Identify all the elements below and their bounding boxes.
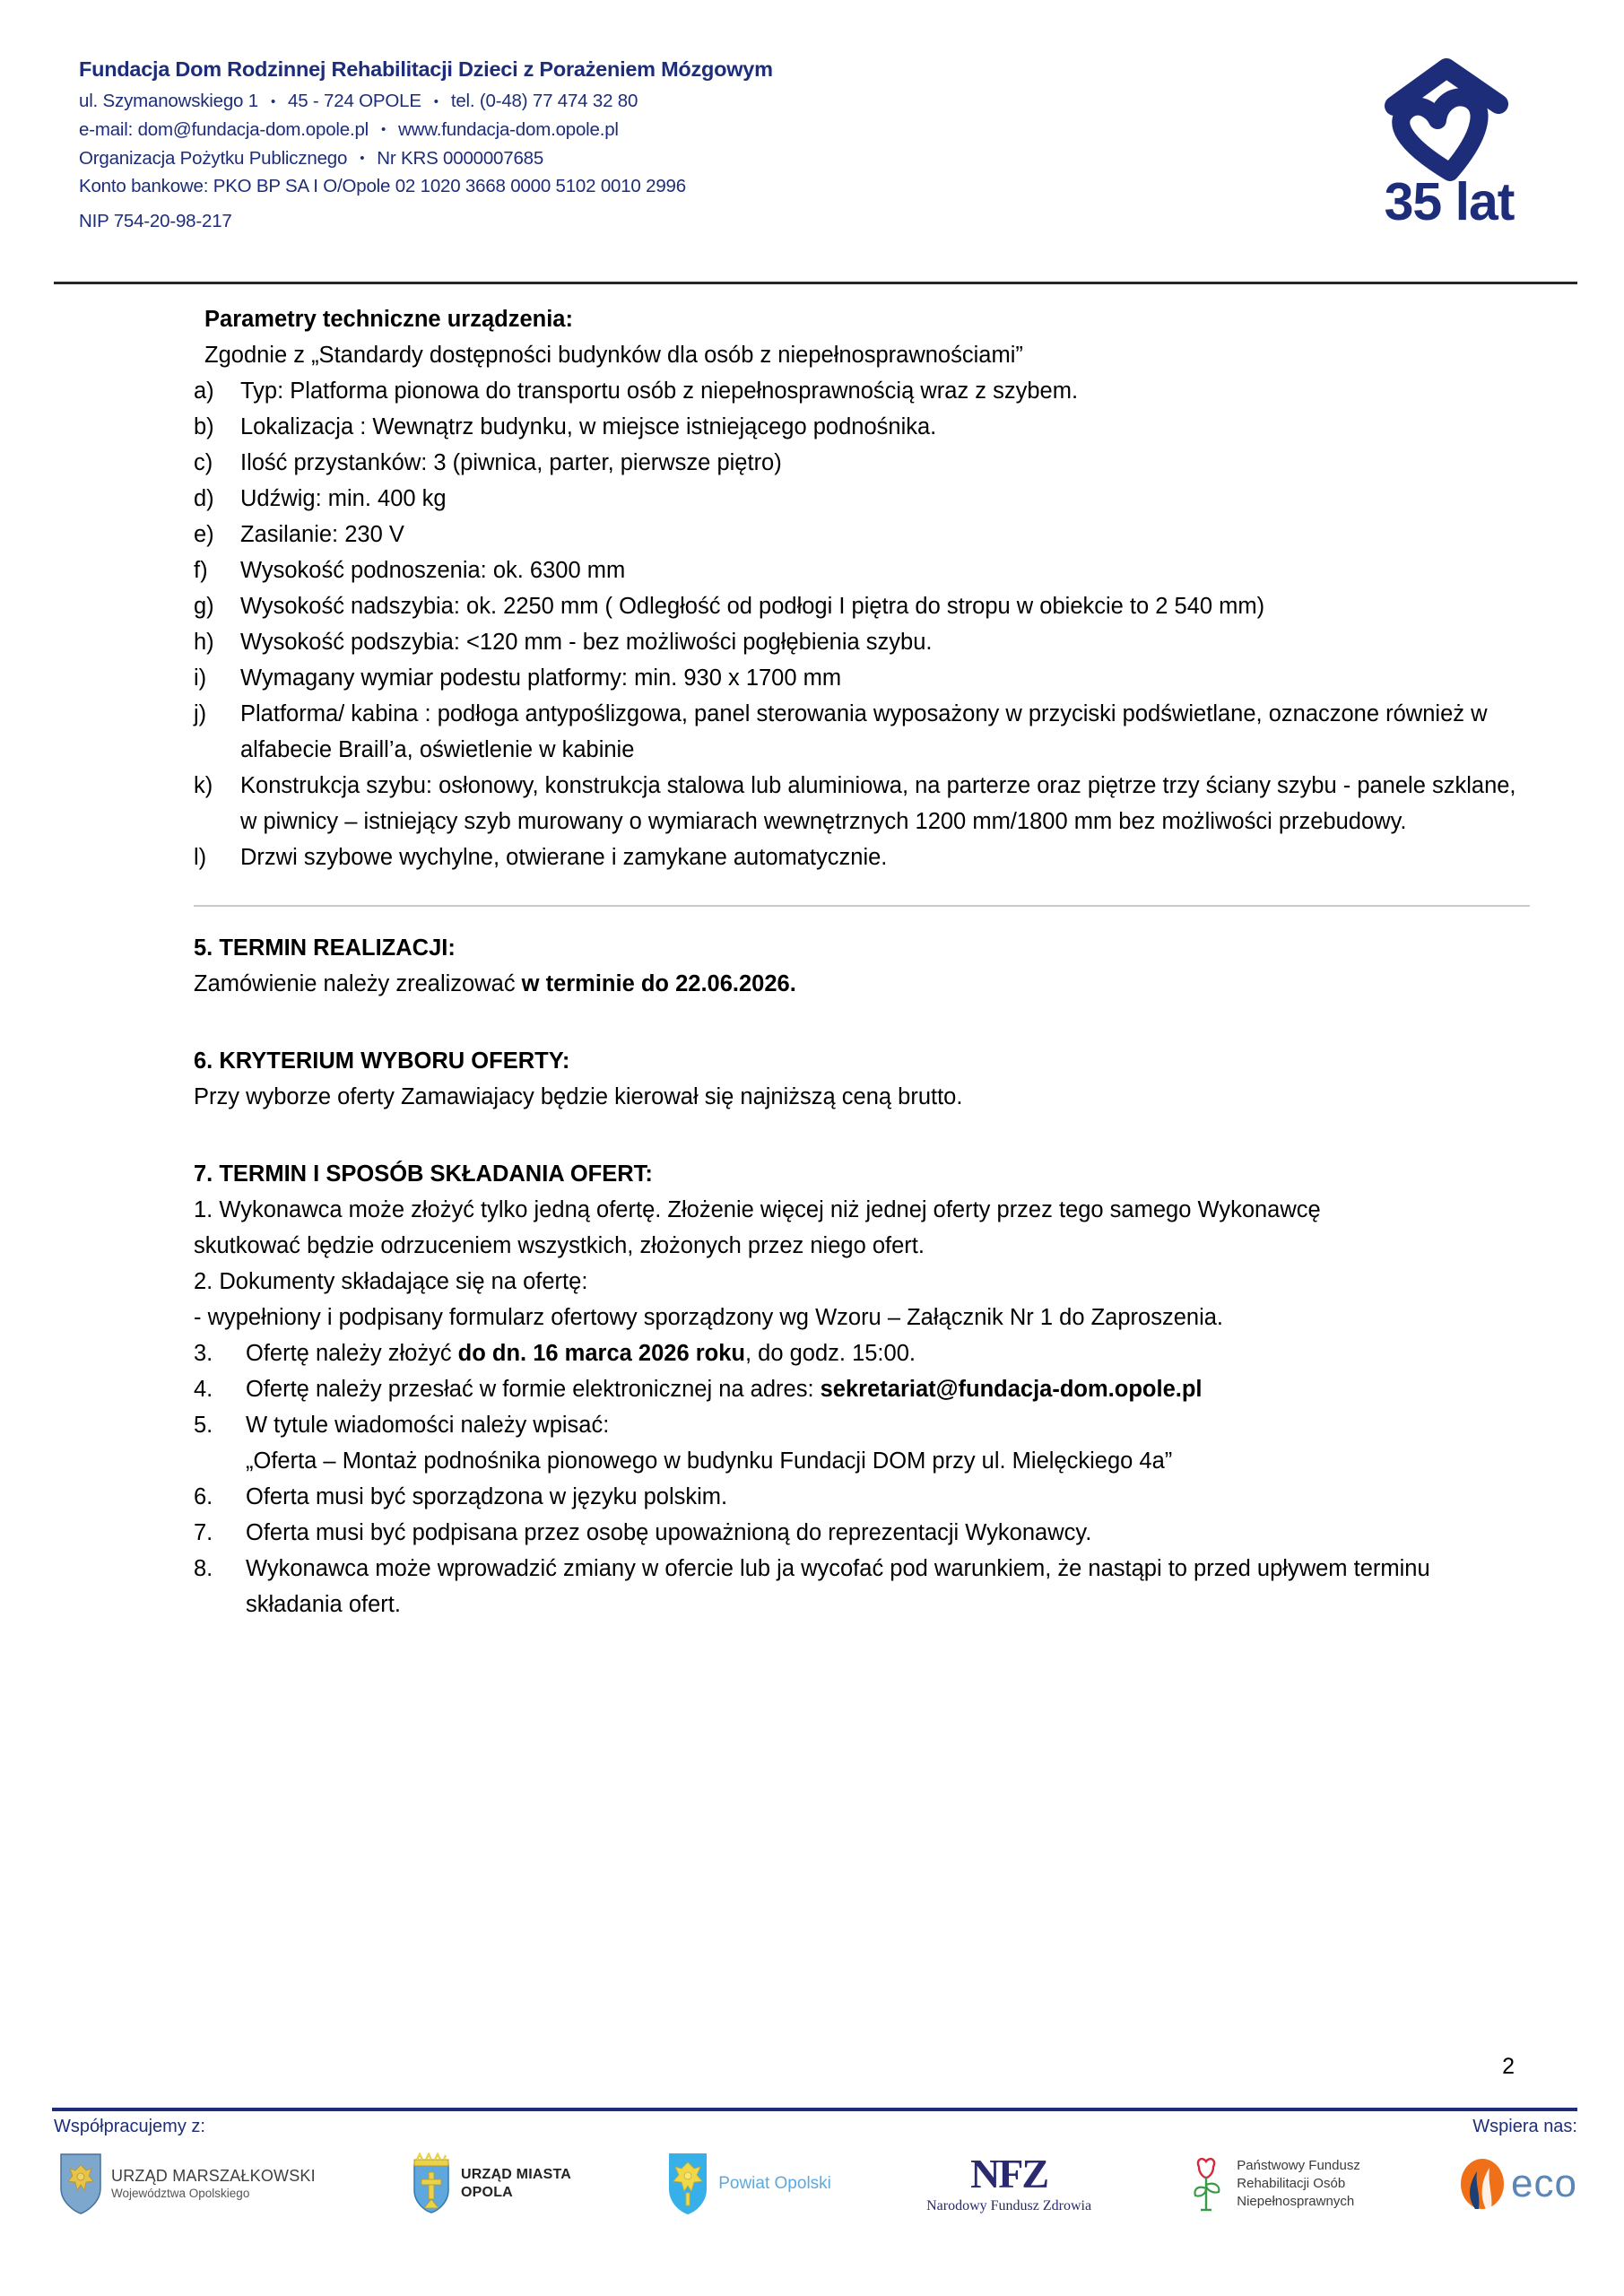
opole-voivodeship-crest-icon: [59, 2152, 102, 2215]
list-marker: e): [194, 522, 214, 548]
list-marker: j): [194, 701, 207, 727]
pfron-tulip-icon: [1186, 2154, 1228, 2213]
list-item-text: Wymagany wymiar podestu platformy: min. 930 x 1700 mm: [240, 665, 842, 691]
section5-body: [194, 966, 1431, 1002]
section7-item2-dash: - wypełniony i podpisany formularz ofertowy sporządzony wg Wzoru – Załącznik Nr 1 do Zaproszenia.: [194, 1304, 1223, 1330]
bullet-separator-icon: •: [360, 151, 365, 167]
list-item: [194, 373, 1534, 409]
public-benefit-status: Organizacja Pożytku Publicznego: [79, 147, 348, 169]
list-item-text: Oferta musi być podpisana przez osobę upoważnioną do reprezentacji Wykonawcy.: [246, 1519, 1092, 1545]
page-header: [0, 0, 1624, 278]
partner-name-line1: URZĄD MIASTA: [461, 2167, 572, 2182]
partner-name-line2: OPOLA: [461, 2185, 513, 2200]
nfz-logo-icon: NFZ: [970, 2151, 1048, 2196]
list-item: [194, 552, 1534, 588]
list-item-text: Oferta musi być sporządzona w języku polskim.: [246, 1483, 728, 1509]
postal-city: 45 - 724 OPOLE: [288, 91, 421, 112]
list-marker: 4.: [194, 1376, 213, 1402]
list-item-text: Udźwig: min. 400 kg: [240, 486, 447, 512]
list-item: [194, 1515, 1431, 1551]
bank-account: Konto bankowe: PKO BP SA I O/Opole 02 1020 3668 0000 5102 0010 2996: [79, 176, 686, 197]
section6-body: Przy wyborze oferty Zamawiajacy będzie kierował się najniższą ceną brutto.: [194, 1083, 963, 1109]
list-item-text: Zasilanie: 230 V: [240, 522, 404, 548]
partner-name-line2: Narodowy Fundusz Zdrowia: [926, 2198, 1092, 2213]
partner-name-line3: Niepełnosprawnych: [1237, 2194, 1355, 2210]
list-marker: 8.: [194, 1555, 213, 1581]
section5-body-plain: Zamówienie należy zrealizować: [194, 970, 522, 996]
section6-heading: 6. KRYTERIUM WYBORU OFERTY:: [194, 1048, 570, 1074]
list-item-text: Platforma/ kabina : podłoga antypoślizgowa, panel sterowania wyposażony w przyciski podświetlane, oznaczone również w alfabecie Braill’a, oświetlenie w kabinie: [240, 701, 1488, 763]
website-url: www.fundacja-dom.opole.pl: [398, 118, 619, 140]
page-number: 2: [1502, 2054, 1515, 2079]
terms-sections: [0, 907, 1624, 1623]
partner-logo-city-office: [411, 2152, 571, 2215]
list-marker: f): [194, 558, 208, 584]
list-marker: l): [194, 845, 207, 871]
section7-item1: 1. Wykonawca może złożyć tylko jedną ofertę. Złożenie więcej niż jednej oferty przez tego samego Wykonawcę skutkować będzie odrzuceniem wszystkich, złożonych przez niego ofert.: [194, 1196, 1321, 1258]
list-item-text: [246, 1335, 1431, 1371]
partner-logo-text: [718, 2173, 831, 2195]
krs-number: Nr KRS 0000007685: [377, 147, 544, 169]
list-item: [194, 1551, 1431, 1622]
document-body: [0, 278, 1624, 876]
header-opp-line: [79, 145, 773, 172]
specs-title: Parametry techniczne urządzenia:: [204, 307, 573, 332]
list-item: [194, 839, 1534, 875]
list-item: [194, 1407, 1431, 1479]
opole-county-crest-icon: [666, 2152, 709, 2216]
list-item-text: [246, 1371, 1431, 1407]
specs-list: [194, 373, 1534, 875]
page-footer: [0, 2117, 1624, 2216]
list-marker: h): [194, 630, 214, 656]
list-item: [194, 445, 1534, 481]
specs-standard-note: Zgodnie z „Standardy dostępności budynków dla osób z niepełnosprawnościami”: [204, 343, 1023, 369]
section7-numbered-list: [194, 1335, 1431, 1622]
list-item: [194, 1371, 1431, 1407]
partner-name-line1: Powiat Opolski: [718, 2174, 831, 2194]
header-divider: [54, 282, 1577, 284]
list-marker: k): [194, 773, 213, 799]
header-address-line: [79, 88, 773, 115]
partner-logo-opole-county: [666, 2152, 831, 2216]
opole-city-crest-icon: [411, 2152, 452, 2215]
partner-logo-text: [461, 2166, 571, 2202]
partner-logo-text: [111, 2166, 316, 2201]
list-marker: 7.: [194, 1519, 213, 1545]
list-item: [194, 660, 1534, 696]
list-item: [194, 481, 1534, 517]
list-item: [194, 768, 1534, 839]
organization-contact-block: [79, 47, 773, 237]
list-item-text: Lokalizacja : Wewnątrz budynku, w miejsce istniejącego podnośnika.: [240, 414, 937, 440]
spacer: [194, 907, 1431, 930]
bullet-separator-icon: •: [381, 122, 386, 138]
foundation-logo-block: [1333, 47, 1575, 229]
list-marker: a): [194, 378, 214, 404]
text-pre: Ofertę należy złożyć: [246, 1340, 458, 1366]
footer-label-row: [54, 2117, 1577, 2137]
anniversary-label: 35 lat: [1384, 172, 1515, 231]
text-pre: Ofertę należy przesłać w formie elektronicznej na adres:: [246, 1376, 821, 1402]
partner-logo-text: [1237, 2157, 1360, 2212]
phone-number: tel. (0-48) 77 474 32 80: [450, 91, 638, 112]
cooperation-label: Współpracujemy z:: [54, 2117, 205, 2136]
list-marker: c): [194, 450, 213, 476]
email-address: e-mail: dom@fundacja-dom.opole.pl: [79, 118, 369, 140]
list-item-text: Wykonawca może wprowadzić zmiany w ofercie lub ja wycofać pod warunkiem, że nastąpi to przed upływem terminu składania ofert.: [246, 1555, 1430, 1617]
contact-email: sekretariat@fundacja-dom.opole.pl: [820, 1376, 1203, 1402]
organization-name: Fundacja Dom Rodzinnej Rehabilitacji Dzieci z Porażeniem Mózgowym: [79, 57, 773, 81]
list-marker: 3.: [194, 1340, 213, 1366]
section5-deadline: w terminie do 22.06.2026.: [521, 970, 796, 996]
list-item: [194, 517, 1534, 552]
list-item: [194, 696, 1534, 768]
eco-flame-logo-icon: [1455, 2152, 1511, 2216]
list-marker: 6.: [194, 1483, 213, 1509]
list-item-text: Wysokość podszybia: <120 mm - bez możliwości pogłębienia szybu.: [240, 630, 933, 656]
list-item-text: Ilość przystanków: 3 (piwnica, parter, pierwsze piętro): [240, 450, 782, 476]
list-item: [194, 1479, 1431, 1515]
list-item: [194, 1335, 1431, 1371]
list-item: [194, 409, 1534, 445]
spacer: [194, 1115, 1431, 1156]
bullet-separator-icon: •: [433, 93, 439, 109]
nip-number: NIP 754-20-98-217: [79, 210, 232, 231]
list-item-text: [246, 1407, 1431, 1479]
partner-name-line2: Województwa Opolskiego: [111, 2186, 250, 2200]
partner-logo-eco: [1455, 2152, 1577, 2216]
house-heart-logo-icon: [1364, 47, 1534, 181]
list-item-text: Wysokość podnoszenia: ok. 6300 mm: [240, 558, 626, 584]
list-marker: 5.: [194, 1412, 213, 1438]
section5-heading: 5. TERMIN REALIZACJI:: [194, 935, 456, 961]
list-item-text: Wysokość nadszybia: ok. 2250 mm ( Odległość od podłogi I piętra do stropu w obiekcie to 2 540 mm): [240, 594, 1265, 620]
eco-wordmark: eco: [1511, 2161, 1577, 2205]
partner-logo-pfron: [1186, 2154, 1360, 2213]
list-marker: i): [194, 665, 207, 691]
list-item-text: Konstrukcja szybu: osłonowy, konstrukcja stalowa lub aluminiowa, na parterze oraz piętrze trzy ściany szybu - panele szklane, w piwnicy – istniejący szyb murowany o wymiarach wewnętrznych 1200 mm/1800 mm bez możliwości przebudowy.: [240, 773, 1516, 835]
list-item: [194, 588, 1534, 624]
list-marker: d): [194, 486, 214, 512]
section7-item2: 2. Dokumenty składające się na ofertę:: [194, 1268, 588, 1294]
street-address: ul. Szymanowskiego 1: [79, 91, 258, 112]
support-label: Wspiera nas:: [1472, 2117, 1577, 2136]
partner-logo-nfz: [926, 2153, 1091, 2214]
partner-logos-row: [54, 2152, 1577, 2216]
text-pre: W tytule wiadomości należy wpisać:: [246, 1412, 610, 1438]
list-marker: g): [194, 594, 214, 620]
list-item: [194, 624, 1534, 660]
footer-divider: [52, 2108, 1577, 2111]
bullet-separator-icon: •: [270, 93, 276, 109]
text-post: , do godz. 15:00.: [744, 1340, 916, 1366]
spacer: [194, 1002, 1431, 1043]
text-bold: do dn. 16 marca 2026 roku: [457, 1340, 745, 1366]
partner-name-line1: Państwowy Fundusz: [1237, 2157, 1360, 2173]
subject-line-text: „Oferta – Montaż podnośnika pionowego w budynku Fundacji DOM przy ul. Mielęckiego 4a”: [246, 1448, 1173, 1474]
partner-name-line2: Rehabilitacji Osób: [1237, 2175, 1346, 2191]
partner-logo-marshal-office: [59, 2152, 316, 2215]
partner-name-line1: URZĄD MARSZAŁKOWSKI: [111, 2167, 316, 2186]
header-email-line: [79, 117, 773, 144]
list-item-text: Drzwi szybowe wychylne, otwierane i zamykane automatycznie.: [240, 845, 888, 871]
section7-heading: 7. TERMIN I SPOSÓB SKŁADANIA OFERT:: [194, 1161, 653, 1187]
list-item-text: Typ: Platforma pionowa do transportu osób z niepełnosprawnością wraz z szybem.: [240, 378, 1079, 404]
list-marker: b): [194, 414, 214, 440]
